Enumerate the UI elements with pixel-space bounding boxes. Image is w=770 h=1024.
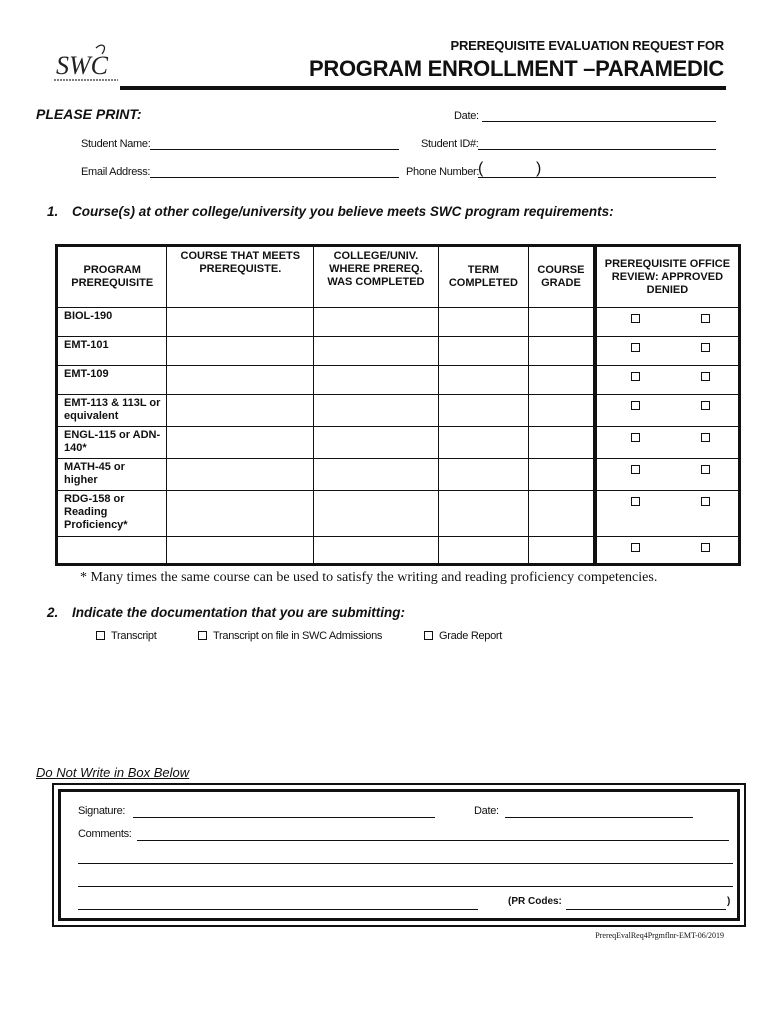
- program-prereq-cell: BIOL-190: [57, 308, 167, 337]
- student-id-label: Student ID#:: [421, 138, 479, 150]
- pr-codes-label: (PR Codes:: [508, 896, 562, 907]
- office-review-cell: [595, 459, 740, 491]
- swc-logo: [52, 40, 122, 86]
- program-prereq-cell: EMT-101: [57, 337, 167, 366]
- col-header-program-prereq: PROGRAM PREREQUISITE: [57, 246, 167, 308]
- grade-cell[interactable]: [529, 427, 595, 459]
- student-id-field[interactable]: [478, 136, 716, 150]
- table-row: [57, 537, 740, 565]
- col-header-grade: COURSE GRADE: [529, 246, 595, 308]
- course-cell[interactable]: [167, 308, 314, 337]
- term-cell[interactable]: [438, 459, 528, 491]
- section-2-number: 2.: [47, 605, 59, 620]
- denied-checkbox[interactable]: [701, 343, 710, 352]
- approved-checkbox[interactable]: [631, 314, 640, 323]
- table-row: [57, 366, 740, 395]
- course-cell[interactable]: [167, 459, 314, 491]
- do-not-write-heading: Do Not Write in Box Below: [36, 765, 190, 780]
- college-cell[interactable]: [314, 366, 439, 395]
- col-header-course: COURSE THAT MEETS PREREQUISTE.: [167, 246, 314, 308]
- term-cell[interactable]: [438, 491, 528, 537]
- approved-checkbox[interactable]: [631, 497, 640, 506]
- section-1-number: 1.: [47, 204, 59, 219]
- term-cell[interactable]: [438, 337, 528, 366]
- table-row: [57, 459, 740, 491]
- approved-checkbox[interactable]: [631, 543, 640, 552]
- program-prereq-cell: ENGL-115 or ADN-140*: [57, 427, 167, 459]
- office-review-cell: [595, 395, 740, 427]
- program-prereq-cell: EMT-113 & 113L or equivalent: [57, 395, 167, 427]
- course-cell[interactable]: [167, 427, 314, 459]
- grade-cell[interactable]: [529, 395, 595, 427]
- logo-text: SWC: [56, 51, 108, 80]
- date-label: Date:: [454, 110, 479, 122]
- phone-field[interactable]: [478, 160, 716, 178]
- denied-checkbox[interactable]: [701, 314, 710, 323]
- title-line-2: PROGRAM ENROLLMENT –PARAMEDIC: [308, 56, 724, 81]
- phone-label: Phone Number:: [406, 166, 480, 178]
- table-header-row: [57, 246, 740, 308]
- approved-checkbox[interactable]: [631, 343, 640, 352]
- denied-checkbox[interactable]: [701, 433, 710, 442]
- pr-codes-field[interactable]: [566, 896, 726, 910]
- option-transcript-on-file[interactable]: [198, 630, 382, 642]
- office-review-cell: [595, 491, 740, 537]
- option-transcript[interactable]: [96, 630, 157, 642]
- signature-label: Signature:: [78, 805, 126, 817]
- approved-checkbox[interactable]: [631, 372, 640, 381]
- grade-cell[interactable]: [529, 337, 595, 366]
- student-name-label: Student Name:: [81, 138, 151, 150]
- title-line-1: PREREQUISITE EVALUATION REQUEST FOR: [450, 38, 724, 53]
- approved-checkbox[interactable]: [631, 433, 640, 442]
- office-review-cell: [595, 537, 740, 565]
- office-date-field[interactable]: [505, 804, 693, 818]
- approved-checkbox[interactable]: [631, 401, 640, 410]
- denied-checkbox[interactable]: [701, 497, 710, 506]
- table-row: [57, 395, 740, 427]
- comments-line-2[interactable]: [78, 850, 733, 864]
- office-review-cell: [595, 366, 740, 395]
- college-cell[interactable]: [314, 459, 439, 491]
- comments-line-1[interactable]: [137, 827, 729, 841]
- college-cell[interactable]: [314, 337, 439, 366]
- signature-field[interactable]: [133, 804, 435, 818]
- grade-cell[interactable]: [529, 308, 595, 337]
- pr-codes-close: ): [727, 896, 731, 907]
- office-use-inner-box: [58, 789, 740, 921]
- denied-checkbox[interactable]: [701, 401, 710, 410]
- grade-report-checkbox[interactable]: [424, 631, 433, 640]
- option-grade-report[interactable]: [424, 630, 502, 642]
- program-prereq-cell: EMT-109: [57, 366, 167, 395]
- course-cell[interactable]: [167, 366, 314, 395]
- office-date-label: Date:: [474, 805, 499, 817]
- transcript-on-file-checkbox[interactable]: [198, 631, 207, 640]
- col-header-term: TERM COMPLETED: [438, 246, 528, 308]
- comments-line-3[interactable]: [78, 873, 733, 887]
- option-transcript-label: Transcript: [111, 630, 157, 642]
- date-field[interactable]: [482, 108, 716, 122]
- header-rule: [120, 86, 726, 90]
- table-row: [57, 337, 740, 366]
- denied-checkbox[interactable]: [701, 465, 710, 474]
- transcript-checkbox[interactable]: [96, 631, 105, 640]
- student-name-field[interactable]: [150, 136, 399, 150]
- phone-open-paren: (: [478, 160, 484, 177]
- course-cell[interactable]: [167, 395, 314, 427]
- comments-line-4[interactable]: [78, 896, 478, 910]
- course-cell[interactable]: [167, 337, 314, 366]
- grade-cell[interactable]: [529, 537, 595, 565]
- phone-close-paren: ): [536, 160, 542, 177]
- grade-cell[interactable]: [529, 459, 595, 491]
- term-cell[interactable]: [438, 427, 528, 459]
- section-1-title: Course(s) at other college/university you believe meets SWC program requirements:: [72, 204, 614, 219]
- grade-cell[interactable]: [529, 491, 595, 537]
- table-row: [57, 308, 740, 337]
- denied-checkbox[interactable]: [701, 372, 710, 381]
- term-cell[interactable]: [438, 308, 528, 337]
- office-review-cell: [595, 337, 740, 366]
- table-row: [57, 491, 740, 537]
- course-cell[interactable]: [167, 491, 314, 537]
- footnote: * Many times the same course can be used to satisfy the writing and reading proficiency competencies.: [80, 570, 658, 585]
- program-prereq-cell: RDG-158 or Reading Proficiency*: [57, 491, 167, 537]
- approved-checkbox[interactable]: [631, 465, 640, 474]
- section-2-title: Indicate the documentation that you are submitting:: [72, 605, 406, 620]
- program-prereq-cell: [57, 537, 167, 565]
- prerequisite-table: [55, 244, 741, 566]
- col-header-college: COLLEGE/UNIV. WHERE PREREQ. WAS COMPLETED: [314, 246, 439, 308]
- option-transcript-on-file-label: Transcript on file in SWC Admissions: [213, 630, 383, 642]
- college-cell[interactable]: [314, 308, 439, 337]
- term-cell[interactable]: [438, 537, 528, 565]
- grade-cell[interactable]: [529, 366, 595, 395]
- office-use-box: [52, 783, 746, 927]
- email-label: Email Address:: [81, 166, 151, 178]
- college-cell[interactable]: [314, 395, 439, 427]
- option-grade-report-label: Grade Report: [439, 630, 503, 642]
- college-cell[interactable]: [314, 491, 439, 537]
- college-cell[interactable]: [314, 427, 439, 459]
- comments-label: Comments:: [78, 828, 132, 840]
- email-field[interactable]: [150, 164, 399, 178]
- footer-form-code: PrereqEvalReq4Prgmflnr-EMT-06/2019: [595, 931, 724, 940]
- please-print-label: PLEASE PRINT:: [36, 106, 142, 122]
- term-cell[interactable]: [438, 395, 528, 427]
- program-prereq-cell: MATH-45 or higher: [57, 459, 167, 491]
- course-cell[interactable]: [167, 537, 314, 565]
- office-review-cell: [595, 308, 740, 337]
- table-row: [57, 427, 740, 459]
- office-review-cell: [595, 427, 740, 459]
- college-cell[interactable]: [314, 537, 439, 565]
- denied-checkbox[interactable]: [701, 543, 710, 552]
- col-header-office-review: PREREQUISITE OFFICE REVIEW: APPROVED DENIED: [595, 246, 740, 308]
- term-cell[interactable]: [438, 366, 528, 395]
